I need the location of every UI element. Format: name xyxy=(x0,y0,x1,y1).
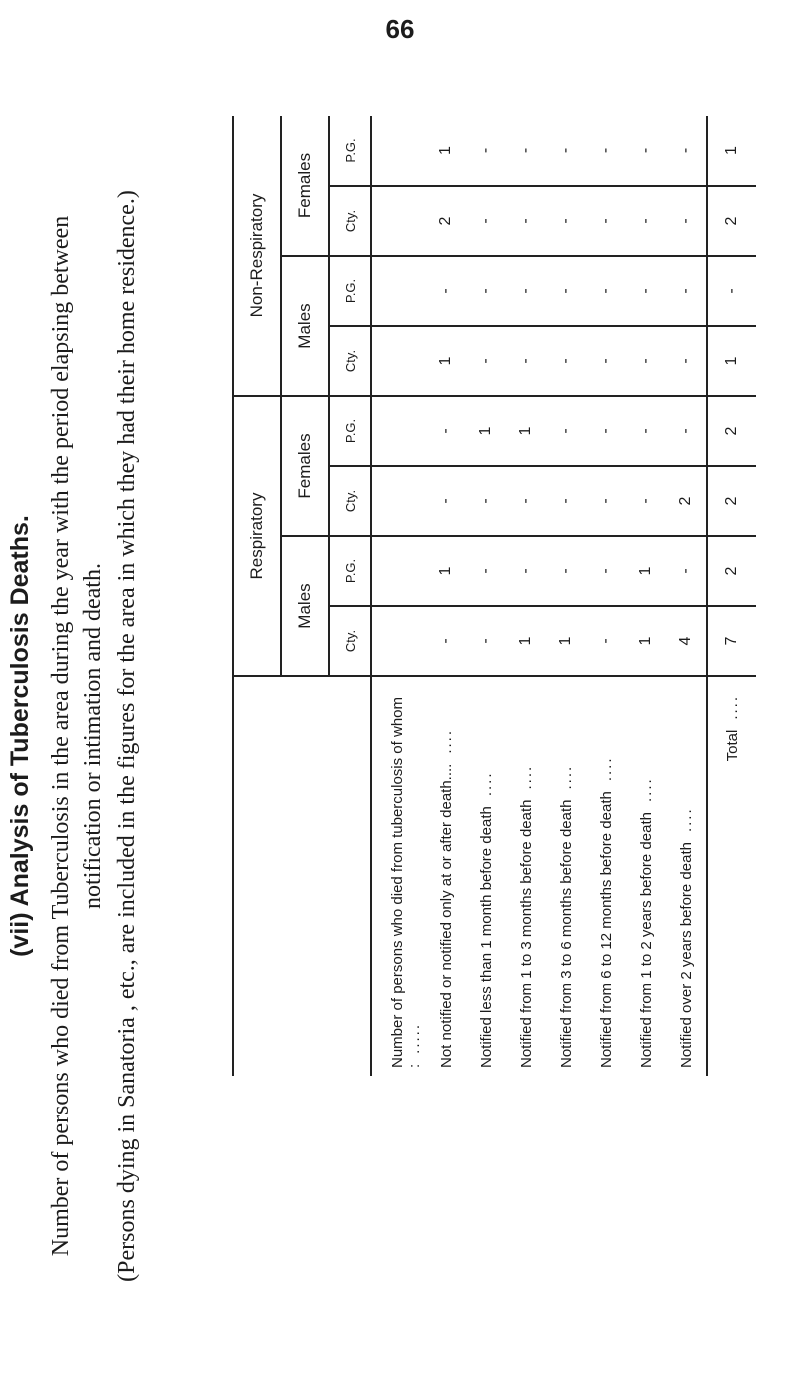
row-label-text: Notified from 6 to 12 months before death xyxy=(597,791,615,1068)
value-cell: - xyxy=(426,606,466,676)
value-cell: - xyxy=(626,256,666,326)
value-cell: - xyxy=(626,186,666,256)
group-respiratory: Respiratory xyxy=(233,396,281,676)
value-cell: - xyxy=(666,116,707,186)
value-cell: - xyxy=(546,396,586,466)
subgroup-nonresp-males: Males xyxy=(281,256,329,396)
value-cell: - xyxy=(666,186,707,256)
row-label xyxy=(707,676,756,1076)
row-label xyxy=(666,676,707,1076)
col-header: P.G. xyxy=(329,536,371,606)
value-cell: - xyxy=(426,256,466,326)
table-row xyxy=(586,116,626,1076)
value-cell: 7 xyxy=(707,606,756,676)
page-number: 66 xyxy=(385,14,415,44)
row-label-text: Notified from 1 to 3 months before death xyxy=(517,799,535,1068)
subgroup-nonresp-females: Females xyxy=(281,116,329,256)
value-cell: - xyxy=(506,116,546,186)
row-label xyxy=(386,676,426,1076)
table-row xyxy=(626,116,666,1076)
header-line-2: notification or intimation and death. xyxy=(80,563,106,909)
value-cell: - xyxy=(586,536,626,606)
col-header: Cty. xyxy=(329,466,371,536)
table-row xyxy=(546,116,586,1076)
row-label xyxy=(546,676,586,1076)
col-header: Cty. xyxy=(329,326,371,396)
section-title: (vii) Analysis of Tuberculosis Deaths. xyxy=(6,515,34,957)
value-cell: - xyxy=(506,466,546,536)
value-cell: - xyxy=(466,536,506,606)
leader-dots: .... xyxy=(597,756,615,782)
value-cell xyxy=(386,326,426,396)
header-line-1: Number of persons who died from Tuberculosis in the area during the year with the period elapsing between xyxy=(48,215,74,1257)
leader-dots: .... xyxy=(723,695,741,720)
value-cell: - xyxy=(707,256,756,326)
value-cell: - xyxy=(546,116,586,186)
subgroup-resp-males: Males xyxy=(281,536,329,676)
row-label-text: Notified from 1 to 2 years before death xyxy=(637,812,655,1068)
value-cell: 1 xyxy=(426,536,466,606)
row-label-text: Number of persons who died from tuberculosis of whom : xyxy=(389,696,423,1068)
total-row xyxy=(707,116,756,1076)
value-cell xyxy=(386,536,426,606)
value-cell: - xyxy=(466,256,506,326)
leader-dots: .... xyxy=(557,764,575,790)
row-label-text: Total xyxy=(723,729,741,762)
value-cell: - xyxy=(506,536,546,606)
value-cell: 1 xyxy=(426,326,466,396)
value-cell xyxy=(386,396,426,466)
col-header: P.G. xyxy=(329,396,371,466)
value-cell: - xyxy=(506,186,546,256)
value-cell: 1 xyxy=(506,606,546,676)
value-cell: 1 xyxy=(707,326,756,396)
leader-dots: .... xyxy=(637,777,655,803)
header-line-3: (Persons dying in Sanatoria , etc., are included in the figures for the area in which they had their home residence.) xyxy=(114,190,140,1282)
value-cell: - xyxy=(626,326,666,396)
row-label-text: Notified from 3 to 6 months before death xyxy=(557,799,575,1068)
row-label xyxy=(426,676,466,1076)
value-cell: - xyxy=(626,466,666,536)
value-cell: - xyxy=(626,396,666,466)
rotated-page xyxy=(0,91,800,1381)
label-header-cell xyxy=(233,676,371,1076)
value-cell: - xyxy=(586,606,626,676)
value-cell xyxy=(386,466,426,536)
row-label xyxy=(586,676,626,1076)
value-cell: 2 xyxy=(666,466,707,536)
subgroup-resp-females: Females xyxy=(281,396,329,536)
value-cell: 2 xyxy=(707,186,756,256)
col-header: P.G. xyxy=(329,256,371,326)
value-cell: 1 xyxy=(466,396,506,466)
value-cell xyxy=(386,256,426,326)
value-cell: - xyxy=(546,186,586,256)
value-cell: 1 xyxy=(426,116,466,186)
row-label xyxy=(466,676,506,1076)
value-cell xyxy=(386,186,426,256)
col-header: P.G. xyxy=(329,116,371,186)
leader-dots: .... xyxy=(437,728,455,754)
leader-dots: .... xyxy=(477,771,495,797)
value-cell: 1 xyxy=(626,606,666,676)
table-row xyxy=(426,116,466,1076)
value-cell: - xyxy=(466,606,506,676)
value-cell: 1 xyxy=(546,606,586,676)
value-cell: - xyxy=(666,256,707,326)
value-cell: - xyxy=(426,396,466,466)
row-label-text: Notified less than 1 month before death xyxy=(477,806,495,1068)
table-row xyxy=(666,116,707,1076)
value-cell xyxy=(386,606,426,676)
value-cell: - xyxy=(546,466,586,536)
value-cell: 1 xyxy=(707,116,756,186)
value-cell: 2 xyxy=(426,186,466,256)
deaths-table xyxy=(232,116,756,1076)
value-cell: - xyxy=(466,116,506,186)
value-cell: - xyxy=(586,326,626,396)
value-cell: - xyxy=(586,256,626,326)
value-cell: - xyxy=(506,326,546,396)
value-cell: - xyxy=(586,466,626,536)
value-cell: - xyxy=(666,326,707,396)
value-cell: 1 xyxy=(506,396,546,466)
table-row xyxy=(466,116,506,1076)
row-label xyxy=(626,676,666,1076)
value-cell: 2 xyxy=(707,466,756,536)
value-cell: 2 xyxy=(707,536,756,606)
table-row xyxy=(506,116,546,1076)
value-cell: 2 xyxy=(707,396,756,466)
value-cell: - xyxy=(426,466,466,536)
value-cell: 4 xyxy=(666,606,707,676)
col-header: Cty. xyxy=(329,606,371,676)
value-cell: - xyxy=(506,256,546,326)
value-cell: - xyxy=(466,466,506,536)
value-cell: - xyxy=(546,536,586,606)
leader-dots: ..... xyxy=(406,1022,423,1054)
value-cell: - xyxy=(466,326,506,396)
value-cell: - xyxy=(626,116,666,186)
row-label-text: Not notified or notified only at or after death.... xyxy=(437,763,455,1068)
value-cell xyxy=(386,116,426,186)
value-cell: - xyxy=(586,186,626,256)
group-non-respiratory: Non-Respiratory xyxy=(233,116,281,396)
value-cell: 1 xyxy=(626,536,666,606)
value-cell: - xyxy=(586,396,626,466)
leader-dots: .... xyxy=(517,764,535,790)
col-header: Cty. xyxy=(329,186,371,256)
value-cell: - xyxy=(466,186,506,256)
row-label xyxy=(506,676,546,1076)
value-cell: - xyxy=(666,396,707,466)
value-cell: - xyxy=(546,326,586,396)
table-row xyxy=(386,116,426,1076)
row-label-text: Notified over 2 years before death xyxy=(677,842,695,1068)
value-cell: - xyxy=(586,116,626,186)
value-cell: - xyxy=(546,256,586,326)
value-cell: - xyxy=(666,536,707,606)
leader-dots: .... xyxy=(677,807,695,833)
